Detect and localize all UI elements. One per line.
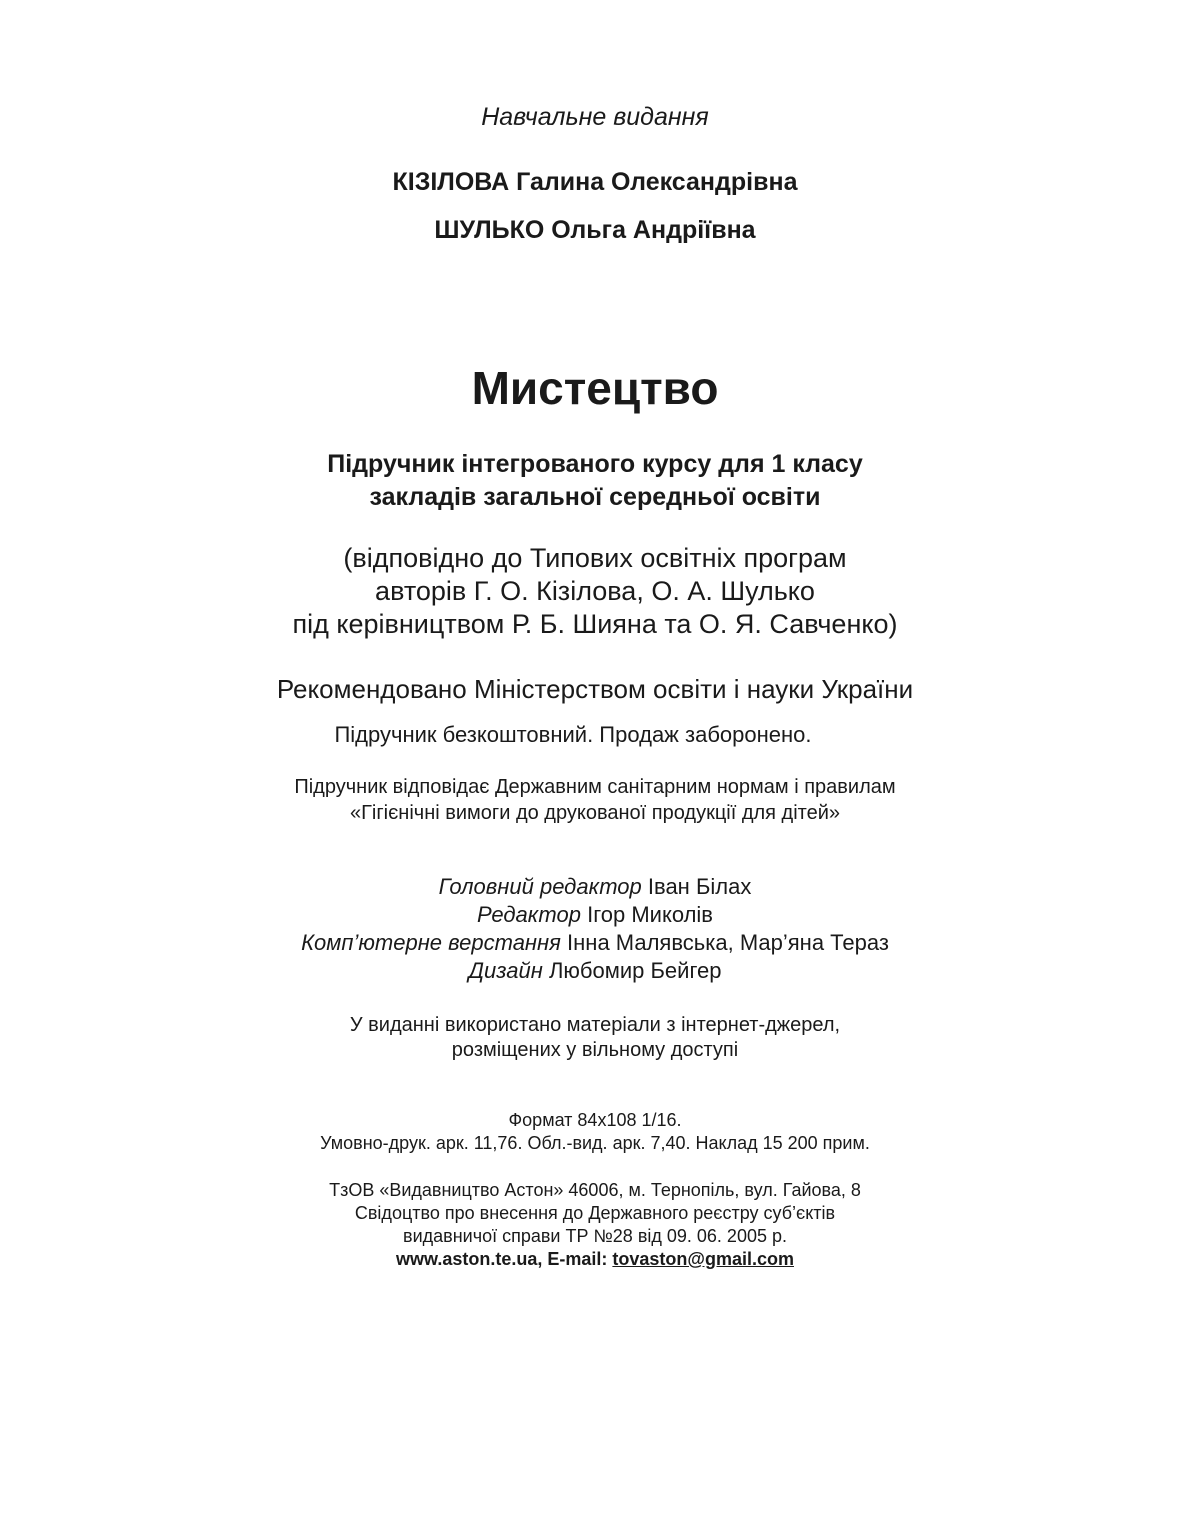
publisher-line-3: видавничої справи ТР №28 від 09. 06. 2005 р. xyxy=(403,1226,787,1246)
internet-note-line-2: розміщених у вільному доступі xyxy=(451,1039,739,1061)
credit-layout xyxy=(0,930,1190,956)
publisher-line-1: ТзОВ «Видавництво Астон» 46006, м. Тернопіль, вул. Гайова, 8 xyxy=(329,1180,861,1200)
credit-name: Інна Малявська, Мар’яна Тераз xyxy=(567,930,889,955)
credit-role: Дизайн xyxy=(468,958,543,983)
credit-role: Комп’ютерне верстання xyxy=(301,930,561,955)
author-1: КІЗІЛОВА Галина Олександрівна xyxy=(392,168,798,196)
credit-role: Редактор xyxy=(476,902,581,927)
sanitary-note-line-2: «Гігієнічні вимоги до друкованої продукції для дітей» xyxy=(349,802,841,824)
author-2: ШУЛЬКО Ольга Андріївна xyxy=(434,216,756,244)
credit-name: Іван Білах xyxy=(647,874,752,899)
sanitary-note-line-1: Підручник відповідає Державним санітарним нормам і правилам xyxy=(294,776,896,798)
credit-design xyxy=(0,958,1190,984)
credit-editor xyxy=(0,902,1190,928)
program-note-line-2: авторів Г. О. Кізілова, О. А. Шулько xyxy=(375,576,815,606)
book-title: Мистецтво xyxy=(471,362,719,414)
credit-name: Любомир Бейгер xyxy=(548,958,722,983)
print-specs-line-2: Умовно-друк. арк. 11,76. Обл.-вид. арк. 7,40. Наклад 15 200 прим. xyxy=(320,1133,870,1153)
contacts-line xyxy=(0,1249,1190,1270)
internet-note-line-1: У виданні використано матеріали з інтернет-джерел, xyxy=(349,1014,841,1036)
free-notice: Підручник безкоштовний. Продаж заборонено. xyxy=(334,722,812,747)
subtitle-line-2: закладів загальної середньої освіти xyxy=(369,483,821,511)
ministry-recommendation: Рекомендовано Міністерством освіти і науки України xyxy=(276,674,914,704)
website-label: www.aston.te.ua, E-mail: xyxy=(396,1249,613,1269)
credit-chief-editor xyxy=(0,874,1190,900)
email-link[interactable]: tovaston@gmail.com xyxy=(612,1249,794,1269)
program-note-line-3: під керівництвом Р. Б. Шияна та О. Я. Савченко) xyxy=(292,609,898,639)
credit-name: Ігор Миколів xyxy=(587,902,713,927)
print-specs-line-1: Формат 84х108 1/16. xyxy=(508,1110,682,1130)
publisher-line-2: Свідоцтво про внесення до Державного реєстру суб’єктів xyxy=(354,1203,836,1223)
credit-role: Головний редактор xyxy=(438,874,642,899)
edition-type: Навчальне видання xyxy=(481,103,709,131)
subtitle-line-1: Підручник інтегрованого курсу для 1 класу xyxy=(327,450,863,478)
program-note-line-1: (відповідно до Типових освітніх програм xyxy=(343,543,847,573)
